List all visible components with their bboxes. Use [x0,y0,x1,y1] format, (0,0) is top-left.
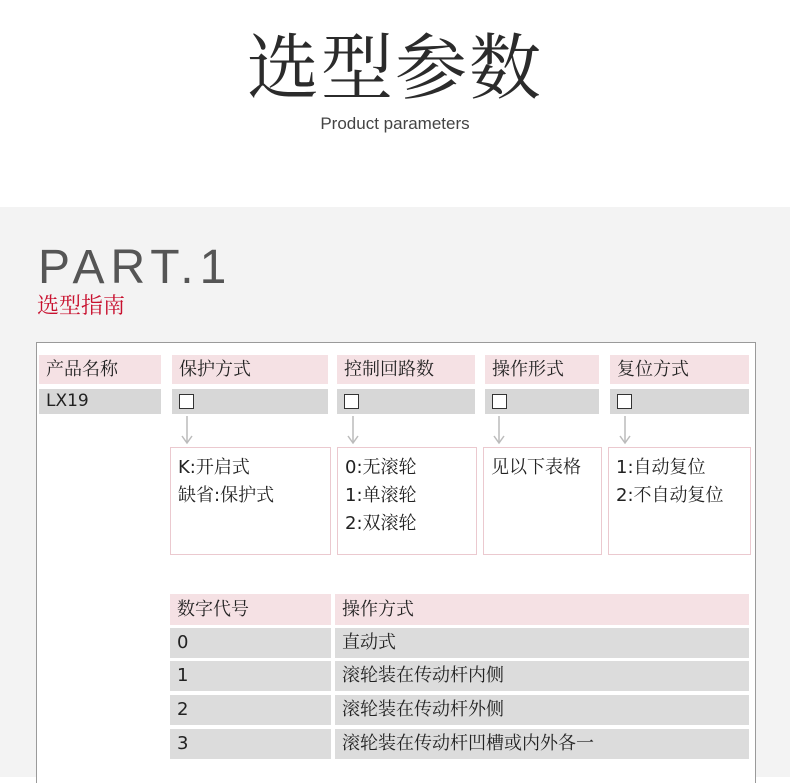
field-header-reset: 复位方式 [610,355,749,384]
selection-panel [36,342,756,783]
table-cell: 滚轮装在传动杆凹槽或内外各一 [335,729,749,759]
page-subtitle: Product parameters [320,114,470,133]
arrow-down-icon [347,416,359,446]
page-header [0,0,790,207]
field-desc-reset [608,447,751,555]
field-placeholder-protection [172,389,328,414]
table-header-mode: 操作方式 [335,594,749,625]
field-placeholder-circuits [337,389,475,414]
table-cell: 滚轮装在传动杆内侧 [335,661,749,691]
table-cell: 直动式 [335,628,749,658]
field-desc-operation [483,447,602,555]
table-header-code: 数字代号 [170,594,331,625]
desc-line: 1:单滚轮 [345,485,417,506]
page-title: 选型参数 [246,26,543,110]
field-header-protection: 保护方式 [172,355,328,384]
table-cell: 2 [170,695,331,725]
checkbox-square-icon [617,394,632,409]
arrow-down-icon [493,416,505,446]
selection-section [0,207,790,777]
desc-line: K:开启式 [178,457,250,478]
field-desc-protection [170,447,331,555]
desc-line: 1:自动复位 [616,457,706,478]
desc-line: 2:双滚轮 [345,513,417,534]
guide-label: 选型指南 [37,294,126,319]
checkbox-square-icon [344,394,359,409]
field-header-operation: 操作形式 [485,355,599,384]
desc-line: 缺省:保护式 [178,485,275,506]
field-header-circuits: 控制回路数 [337,355,475,384]
arrow-down-icon [181,416,193,446]
field-placeholder-operation [485,389,599,414]
model-header: 产品名称 [39,355,161,384]
arrow-down-icon [619,416,631,446]
checkbox-square-icon [179,394,194,409]
table-cell: 3 [170,729,331,759]
table-cell: 0 [170,628,331,658]
checkbox-square-icon [492,394,507,409]
desc-line: 2:不自动复位 [616,485,724,506]
field-desc-circuits [337,447,477,555]
field-placeholder-reset [610,389,749,414]
part-label: PART.1 [38,241,233,294]
desc-line: 0:无滚轮 [345,457,417,478]
table-cell: 1 [170,661,331,691]
model-value: LX19 [39,389,161,414]
table-cell: 滚轮装在传动杆外侧 [335,695,749,725]
desc-line: 见以下表格 [491,457,581,478]
